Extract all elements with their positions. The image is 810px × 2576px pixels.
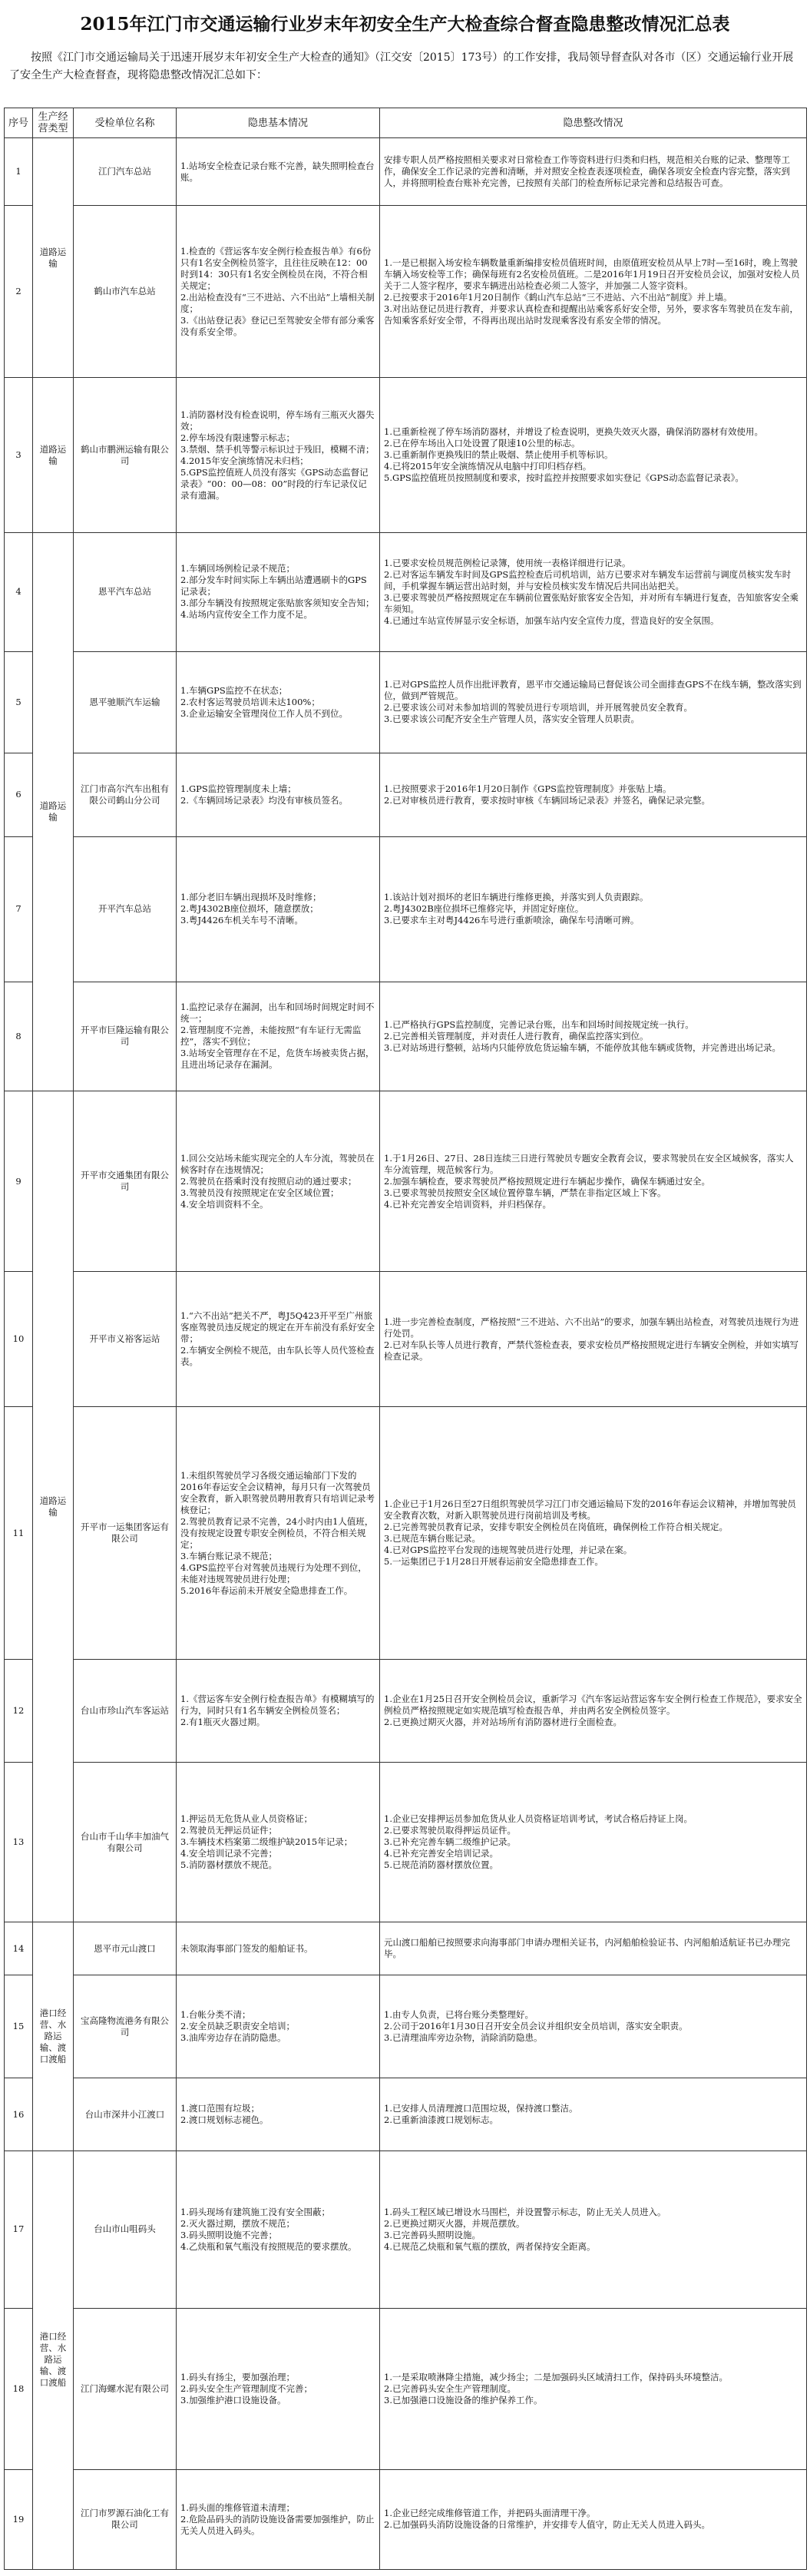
unit-cell: 台山市山咀码头 [74,2151,177,2308]
row-number: 1 [5,138,33,206]
header-unit: 受检单位名称 [74,108,177,138]
table-row [5,651,807,753]
hazard-cell: 1.《营运客车安全例行检查报告单》有模糊填写的行为，同时只有1名车辆安全例检员签名； 2.有1瓶灭火器过期。 [177,1660,380,1763]
rectify-cell: 1.企业在1月25日召开安全例检员会议，重新学习《汽车客运站营运客车安全例行检查工作规范》，要求安全例检员严格按照规定如实规范填写检查报告单，并由两名安全例检员签字。 2.已更换过期灭火器，并对站场所有消防器材进行全面检查。 [380,1660,807,1763]
rectify-cell: 1.已严格执行GPS监控制度，完善记录台账，出车和回场时间按规定统一执行。 2.已完善相关管理制度，并对责任人进行教育，确保监控落实到位。 3.已对站场进行整顿，站场内只能停放危货运输车辆，不能停放其他车辆或货物，并完善进出场记录。 [380,982,807,1091]
hazard-cell: 1.码头有扬尘，要加强治理； 2.码头安全生产管理制度不完善； 3.加强维护港口设施设备。 [177,2309,380,2470]
hazard-cell: 1.台帐分类不清； 2.安全员缺乏职责安全培训； 3.油库旁边存在消防隐患。 [177,1975,380,2078]
hazard-cell: 1.码头现场有建筑施工没有安全围蔽； 2.灭火器过期，摆放不规范； 3.码头照明设施不完善； 4.乙炔瓶和氧气瓶没有按照规范的要求摆放。 [177,2151,380,2308]
category-cell: 道路运输 [33,378,74,532]
unit-cell: 开平市义裕客运站 [74,1271,177,1406]
table-row [5,2309,807,2470]
unit-cell: 江门汽车总站 [74,138,177,206]
unit-cell: 鹤山市鹏洲运输有限公司 [74,378,177,532]
hazard-cell: 1.渡口范围有垃圾； 2.渡口规划标志褪色。 [177,2078,380,2151]
document-title: 2015年江门市交通运输行业岁末年初安全生产大检查综合督查隐患整改情况汇总表 [80,14,730,35]
row-number: 4 [5,532,33,651]
table-row [5,1922,807,1975]
header-rectify: 隐患整改情况 [380,108,807,138]
unit-cell: 宝高隆物流港务有限公司 [74,1975,177,2078]
category-cell: 道路运输 [33,1091,74,1922]
hazard-cell: 1.站场安全检查记录台账不完善，缺失照明检查台账。 [177,138,380,206]
unit-cell: 鹤山市汽车总站 [74,206,177,378]
unit-cell: 开平市交通集团有限公司 [74,1091,177,1272]
unit-cell: 台山市珍山汽车客运站 [74,1660,177,1763]
table-row [5,1660,807,1763]
unit-cell: 恩平驰顺汽车运输 [74,651,177,753]
row-number: 16 [5,2078,33,2151]
unit-cell: 江门市罗源石油化工有限公司 [74,2469,177,2569]
row-number: 8 [5,982,33,1091]
row-number: 13 [5,1763,33,1922]
header-category: 生产经营类型 [33,108,74,138]
table-row [5,1763,807,1922]
rectify-cell: 元山渡口船舶已按照要求向海事部门申请办理相关证书，内河船舶检验证书、内河船舶适航证书已办理完毕。 [380,1922,807,1975]
table-row [5,532,807,651]
unit-cell: 台山市深井小江渡口 [74,2078,177,2151]
category-cell: 道路运输 [33,138,74,378]
rectify-cell: 1.进一步完善检查制度，严格按照“三不进站、六不出站”的要求，加强车辆出站检查，对驾驶员违规行为进行处罚。 2.已对车队长等人员进行教育，严禁代签检查表，要求安检员严格按照规定进行车辆安全例检，并如实填写检查记录。 [380,1271,807,1406]
unit-cell: 台山市千山华丰加油气有限公司 [74,1763,177,1922]
unit-cell: 开平市巨隆运输有限公司 [74,982,177,1091]
hazard-cell: 1.消防器材没有检查说明，停车场有三瓶灭火器失效； 2.停车场没有限速警示标志； 3.禁烟、禁手机等警示标识过于残旧，模糊不清； 4.2015年安全演练情况未归档； 5.GPS监控值班人员没有落实《GPS动态监督记录表》“00：00—08：00”时段的行车记录仪记录有遗漏。 [177,378,380,532]
hazard-cell: 1.回公交站场未能实现完全的人车分流，驾驶员在候客时存在违规情况； 2.驾驶员在搭乘时没有按照启动的通过要求； 3.驾驶员没有按照规定在安全区域位置； 4.安全培训资料不全。 [177,1091,380,1272]
row-number: 6 [5,753,33,836]
table-row [5,1091,807,1272]
row-number: 7 [5,836,33,982]
header-seq: 序号 [5,108,33,138]
table-row [5,2151,807,2308]
rectify-cell: 1.企业已安排押运员参加危货从业人员资格证培训考试，考试合格后持证上岗。 2.已要求驾驶员取得押运员证件。 3.已补充完善车辆二级维护记录。 4.已补充完善安全培训记录。 5.已规范消防器材摆放位置。 [380,1763,807,1922]
rectify-cell: 1.已安排人员清理渡口范围垃圾，保持渡口整洁。 2.已重新油漆渡口规划标志。 [380,2078,807,2151]
row-number: 17 [5,2151,33,2308]
table-row [5,982,807,1091]
unit-cell: 江门市高尔汽车出租有限公司鹤山分公司 [74,753,177,836]
hazard-cell: 1.码头面的维修管道未清理； 2.危险品码头的消防设施设备需要加强维护，防止无关人员进入码头。 [177,2469,380,2569]
header-hazard: 隐患基本情况 [177,108,380,138]
row-number: 3 [5,378,33,532]
rectify-cell: 1.于1月26日、27日、28日连续三日进行驾驶员专题安全教育会议，要求驾驶员在安全区域候客，落实人车分流管理，规范候客行为。 2.加强车辆检查，要求驾驶员严格按照规定进行车辆起步操作，确保车辆通过安全。 3.已要求驾驶员按照安全区域位置停靠车辆，严禁在非指定区域上下客。 4.已补充完善安全培训资料，并归档保存。 [380,1091,807,1272]
row-number: 10 [5,1271,33,1406]
hazard-cell: 1.监控记录存在漏洞，出车和回场时间规定时间不统一； 2.管理制度不完善，未能按照“有车证行无需监控”，落实不到位； 3.站场安全管理存在不足，危货车场被卖货占据，且进出场记录存在漏洞。 [177,982,380,1091]
table-row [5,2078,807,2151]
hazard-cell: 1.车辆GPS监控不在状态； 2.农村客运驾驶员培训未达100%； 3.企业运输安全管理岗位工作人员不到位。 [177,651,380,753]
table-row [5,753,807,836]
unit-cell: 恩平汽车总站 [74,532,177,651]
rectify-cell: 1.已要求安检员规范例检记录簿，使用统一表格详细进行记录。 2.已对客运车辆发车时间及GPS监控检查后司机培训，站方已要求对车辆发车运营前与调度员核实发车时间，手机掌握车辆运营出站时刻，并与安检员核实发车情况后共同出站把关。 3.已要求驾驶员严格按照规定在车辆前位置张贴好旅客安全告知，并对所有车辆进行复查，告知旅客安全乘车须知。 4.已通过车站宣传屏显示安全标语，加强车站内安全宣传力度，营造良好的安全氛围。 [380,532,807,651]
hazard-cell: 1.车辆回场例检记录不规范； 2.部分发车时间实际上车辆出站遭遇刷卡的GPS记录表； 3.部分车辆没有按照规定张贴旅客须知安全告知； 4.站场内宣传安全工作力度不足。 [177,532,380,651]
row-number: 9 [5,1091,33,1272]
rectify-cell: 1.一是采取喷淋降尘措施，减少扬尘；二是加强码头区域清扫工作，保持码头环境整洁。 2.已完善码头安全生产管理制度。 3.已加强港口设施设备的维护保养工作。 [380,2309,807,2470]
rectify-cell: 1.已对GPS监控人员作出批评教育，恩平市交通运输局已督促该公司全面排查GPS不在线车辆，整改落实到位，做到严管规范。 2.已要求该公司对未参加培训的驾驶员进行专项培训，并开展驾驶员安全教育。 3.已要求该公司配齐安全生产管理人员，落实安全管理人员职责。 [380,651,807,753]
hazard-cell: 1.部分老旧车辆出现损坏及时维修； 2.粤J4302B座位损坏，随意摆放； 3.粤J4426车机关车号不清晰。 [177,836,380,982]
hazard-cell: 1.押运员无危货从业人员资格证； 2.驾驶员无押运员证件； 3.车辆技术档案第二级维护缺2015年记录； 4.安全培训记录不完善； 5.消防器材摆放不规范。 [177,1763,380,1922]
row-number: 18 [5,2309,33,2470]
hazard-cell: 1.GPS监控管理制度未上墙； 2.《车辆回场记录表》均没有审核员签名。 [177,753,380,836]
table-row [5,206,807,378]
table-row [5,1271,807,1406]
table-row [5,1407,807,1660]
row-number: 2 [5,206,33,378]
rectify-cell: 1.已重新检视了停车场消防器材，并增设了检查说明，更换失效灭火器，确保消防器材有效使用。 2.已在停车场出入口处设置了限速10公里的标志。 3.已重新制作更换残旧的禁止吸烟、禁止使用手机等标识。 4.已将2015年安全演练情况从电脑中打印归档存档。 5.GPS监控值班员按照制度和要求，按时监控并按照要求如实登记《GPS动态监督记录表》。 [380,378,807,532]
rectify-cell: 1.一是已根据入场安检车辆数量重新编排安检员值班时间，由原值班安检员从早上7时—至16时，晚上驾驶车辆入场安检等工作；确保每班有2名安检员值班。二是2016年1月19日召开安检员会议，加强对安检人员关于二人签字程序，要求车辆进出站检查必须二人签字，并加强二人签字资料。 2.已按要求于2016年1月20日制作《鹤山汽车总站“三不进站、六不出站”制度》并上墙。 3.对出站登记员进行教育，并要求认真检查和提醒出站乘客系好安全带，另外，要求客车驾驶员在发车前，告知乘客系好安全带，不得再出现出站时发现乘客没有系安全带的情况。 [380,206,807,378]
row-number: 14 [5,1922,33,1975]
row-number: 5 [5,651,33,753]
hazard-cell: 1.未组织驾驶员学习各级交通运输部门下发的2016年春运安全会议精神，每月只有一次驾驶员安全教育，新入职驾驶员聘用教育只有培训记录考核登记； 2.驾驶员教育记录不完善，24小时内由1人值班，没有按规定设置专职安全例检员，不符合相关规定； 3.车辆台账记录不规范； 4.GPS监控平台对驾驶员违规行为处理不到位，未能对违规驾驶员进行处理； 5.2016年春运前未开展安全隐患排查工作。 [177,1407,380,1660]
unit-cell: 开平市一运集团客运有限公司 [74,1407,177,1660]
hazard-summary-table [4,108,807,2570]
intro-paragraph: 按照《江门市交通运输局关于迅速开展岁末年初安全生产大检查的通知》（江交安〔2015〕173号）的工作安排，我局领导督查队对各市（区）交通运输行业开展了安全生产大检查督查，现将隐患整改情况汇总如下： [9,51,794,81]
unit-cell: 恩平市元山渡口 [74,1922,177,1975]
rectify-cell: 安排专职人员严格按照相关要求对日常检查工作等资料进行归类和归档，规范相关台账的记录、整理等工作，确保安全工作记录的完善和清晰，并对照安全检查表逐项检查，确保各项安全检查内容完整，落实到人，并将照明检查台账补充完善，已按照有关部门的检查所标记录完善和总结报告可查。 [380,138,807,206]
row-number: 15 [5,1975,33,2078]
rectify-cell: 1.该站计划对损坏的老旧车辆进行维修更换，并落实到人负责跟踪。 2.粤J4302B座位损坏已维修完毕，并固定好座位。 3.已要求车主对粤J4426车号进行重新喷涂，确保车号清晰可辨。 [380,836,807,982]
category-cell: 道路运输 [33,532,74,1091]
category-cell: 港口经营、水路运输、渡口渡船 [33,2151,74,2569]
rectify-cell: 1.企业已于1月26日至27日组织驾驶员学习江门市交通运输局下发的2016年春运会议精神，并增加驾驶员安全教育次数，对新入职驾驶员进行岗前培训及考核。 2.已完善驾驶员教育记录，安排专职安全例检员在岗值班，确保例检工作符合相关规定。 3.已规范车辆台账记录。 4.已对GPS监控平台发现的违规驾驶员进行处理，并记录在案。 5.一运集团已于1月28日开展春运前安全隐患排查工作。 [380,1407,807,1660]
table-row [5,836,807,982]
table-row [5,2469,807,2569]
hazard-cell: 1.检查的《营运客车安全例行检查报告单》有6份只有1名安全例检员签字，且往往反映在12：00时到14：30只有1名安全例检员在岗，不符合相关规定； 2.出站检查没有“三不进站、六不出站”上墙相关制度； 3.《出站登记表》登记已至驾驶安全带有部分乘客没有系安全带。 [177,206,380,378]
table-row [5,1975,807,2078]
table-header-row [5,108,807,138]
unit-cell: 江门海螺水泥有限公司 [74,2309,177,2470]
rectify-cell: 1.企业已经完成维修管道工作，并把码头面清理干净。 2.已加强码头消防设施设备的日常维护，并安排专人值守，防止无关人员进入码头。 [380,2469,807,2569]
category-cell: 港口经营、水路运输、渡口渡船 [33,1922,74,2151]
rectify-cell: 1.已按照要求于2016年1月20日制作《GPS监控管理制度》并张贴上墙。 2.已对审核员进行教育，要求按时审核《车辆回场记录表》并签名，确保记录完整。 [380,753,807,836]
hazard-cell: 1.“六不出站”把关不严，粤J5Q423开平至广州旅客座驾驶员违反规定的规定在开车前没有系好安全带； 2.车辆安全例检不规范，由车队长等人员代签检查表。 [177,1271,380,1406]
hazard-cell: 未领取海事部门签发的船舶证书。 [177,1922,380,1975]
row-number: 12 [5,1660,33,1763]
row-number: 19 [5,2469,33,2569]
table-row [5,138,807,206]
unit-cell: 开平汽车总站 [74,836,177,982]
rectify-cell: 1.码头工程区域已增设水马围栏，并设置警示标志，防止无关人员进入。 2.已更换过期灭火器，并规范摆放。 3.已完善码头照明设施。 4.已规范乙炔瓶和氧气瓶的摆放，两者保持安全距离。 [380,2151,807,2308]
table-row [5,378,807,532]
rectify-cell: 1.由专人负责，已将台账分类整理好。 2.公司于2016年1月30日召开安全员会议并组织安全员培训，落实安全职责。 3.已清理油库旁边杂物，消除消防隐患。 [380,1975,807,2078]
row-number: 11 [5,1407,33,1660]
